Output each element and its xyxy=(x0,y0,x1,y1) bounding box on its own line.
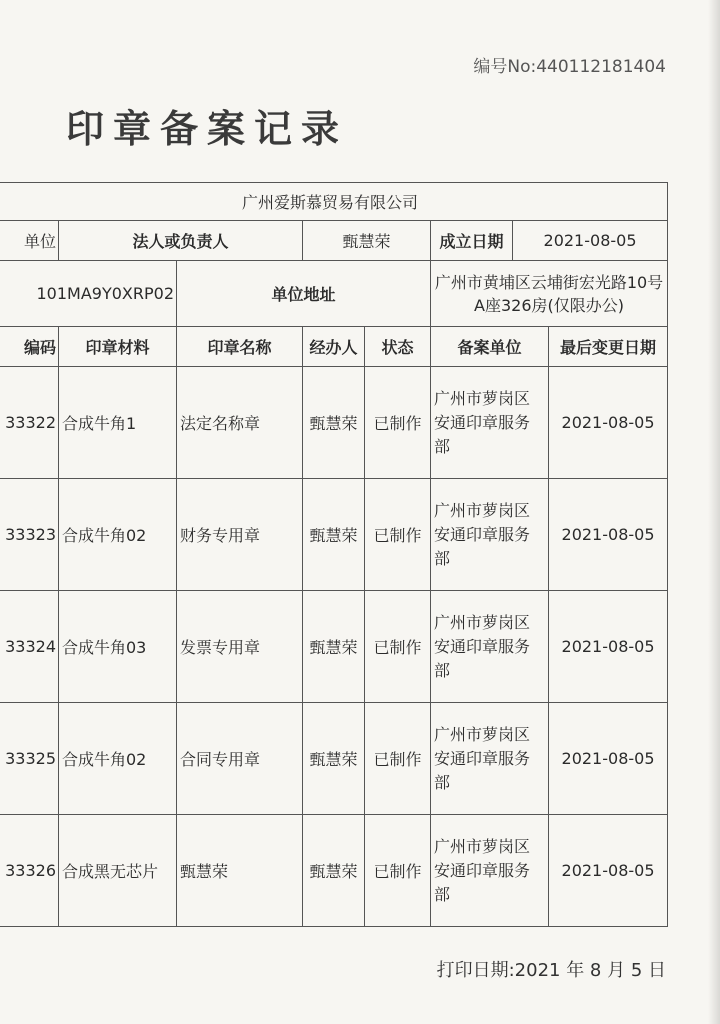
header-seal-name: 印章名称 xyxy=(177,327,303,367)
table-row xyxy=(0,703,668,815)
seal-status: 已制作 xyxy=(365,815,431,927)
company-name: 广州爱斯慕贸易有限公司 xyxy=(0,183,668,221)
table-row xyxy=(0,367,668,479)
page-edge-shadow xyxy=(708,0,720,1024)
header-status: 状态 xyxy=(365,327,431,367)
company-info-row xyxy=(0,221,668,261)
address-label: 单位地址 xyxy=(177,261,431,327)
header-material: 印章材料 xyxy=(59,327,177,367)
seal-last-change: 2021-08-05 xyxy=(549,367,668,479)
seal-registrar: 广州市萝岗区安通印章服务部 xyxy=(431,479,549,591)
address-value: 广州市黄埔区云埔街宏光路10号A座326房(仅限办公) xyxy=(431,261,668,327)
header-registrar: 备案单位 xyxy=(431,327,549,367)
seal-last-change: 2021-08-05 xyxy=(549,479,668,591)
seal-name: 发票专用章 xyxy=(177,591,303,703)
seal-name: 合同专用章 xyxy=(177,703,303,815)
seal-last-change: 2021-08-05 xyxy=(549,815,668,927)
document-number: 编号No:440112181404 xyxy=(473,57,666,77)
seal-handler: 甄慧荣 xyxy=(303,479,365,591)
seal-handler: 甄慧荣 xyxy=(303,703,365,815)
seal-code: 33324 xyxy=(0,591,59,703)
seal-name: 法定名称章 xyxy=(177,367,303,479)
seal-code: 33322 xyxy=(0,367,59,479)
seal-registrar: 广州市萝岗区安通印章服务部 xyxy=(431,367,549,479)
seal-name: 财务专用章 xyxy=(177,479,303,591)
seal-material: 合成牛角1 xyxy=(59,367,177,479)
company-name-row xyxy=(0,183,668,221)
seal-status: 已制作 xyxy=(365,703,431,815)
seal-record-table xyxy=(0,182,668,927)
founded-value: 2021-08-05 xyxy=(513,221,668,261)
seal-handler: 甄慧荣 xyxy=(303,591,365,703)
seal-code: 33323 xyxy=(0,479,59,591)
table-row xyxy=(0,479,668,591)
seal-material: 合成牛角03 xyxy=(59,591,177,703)
seal-handler: 甄慧荣 xyxy=(303,367,365,479)
legal-rep-label: 法人或负责人 xyxy=(59,221,303,261)
seal-material: 合成黑无芯片 xyxy=(59,815,177,927)
header-last-change: 最后变更日期 xyxy=(549,327,668,367)
seal-code: 33325 xyxy=(0,703,59,815)
seal-status: 已制作 xyxy=(365,479,431,591)
table-row xyxy=(0,815,668,927)
seal-registrar: 广州市萝岗区安通印章服务部 xyxy=(431,815,549,927)
legal-rep-value: 甄慧荣 xyxy=(303,221,431,261)
table-row xyxy=(0,591,668,703)
seal-status: 已制作 xyxy=(365,367,431,479)
credit-code-partial: 101MA9Y0XRP02 xyxy=(0,261,177,327)
header-code: 编码 xyxy=(0,327,59,367)
seal-last-change: 2021-08-05 xyxy=(549,703,668,815)
seal-code: 33326 xyxy=(0,815,59,927)
header-handler: 经办人 xyxy=(303,327,365,367)
document-title: 印章备案记录 xyxy=(66,107,349,151)
company-address-row xyxy=(0,261,668,327)
seal-name: 甄慧荣 xyxy=(177,815,303,927)
seal-registrar: 广州市萝岗区安通印章服务部 xyxy=(431,591,549,703)
seal-registrar: 广州市萝岗区安通印章服务部 xyxy=(431,703,549,815)
seal-handler: 甄慧荣 xyxy=(303,815,365,927)
seal-last-change: 2021-08-05 xyxy=(549,591,668,703)
table-header-row xyxy=(0,327,668,367)
unit-label-partial: 单位 xyxy=(0,221,59,261)
seal-material: 合成牛角02 xyxy=(59,479,177,591)
print-date: 打印日期:2021 年 8 月 5 日 xyxy=(436,960,666,981)
founded-label: 成立日期 xyxy=(431,221,513,261)
seal-material: 合成牛角02 xyxy=(59,703,177,815)
seal-status: 已制作 xyxy=(365,591,431,703)
